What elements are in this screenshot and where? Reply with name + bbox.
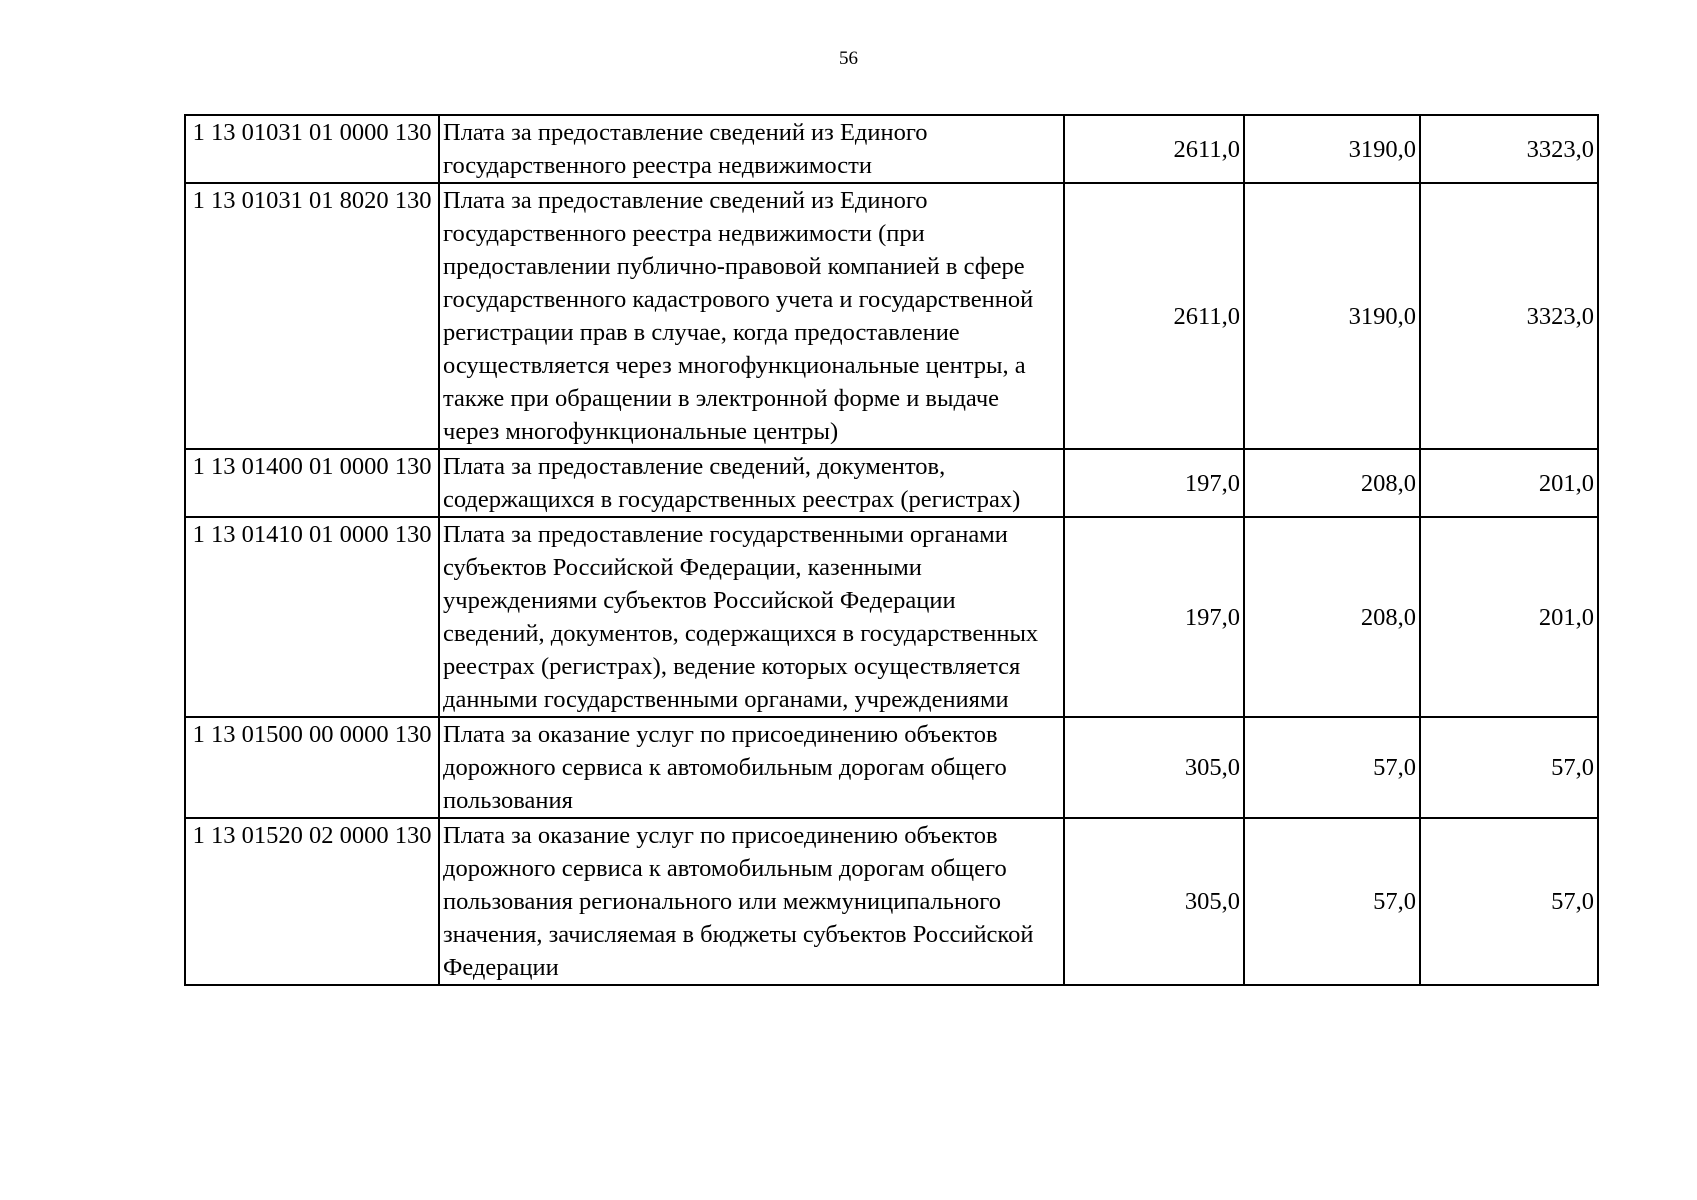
budget-code-cell: 1 13 01400 01 0000 130 — [185, 449, 439, 517]
value-cell-2: 208,0 — [1244, 517, 1420, 717]
budget-code-cell: 1 13 01031 01 8020 130 — [185, 183, 439, 449]
budget-code-cell: 1 13 01520 02 0000 130 — [185, 818, 439, 985]
value-cell-3: 201,0 — [1420, 449, 1598, 517]
value-cell-2: 3190,0 — [1244, 183, 1420, 449]
page-number: 56 — [839, 48, 858, 69]
revenue-table — [184, 114, 1599, 986]
revenue-table-body — [185, 115, 1598, 985]
revenue-name-cell: Плата за предоставление сведений, документов, содержащихся в государственных реестрах (регистрах) — [439, 449, 1064, 517]
value-cell-2: 3190,0 — [1244, 115, 1420, 183]
value-cell-1: 197,0 — [1064, 449, 1244, 517]
revenue-name-cell: Плата за предоставление сведений из Единого государственного реестра недвижимости (при предоставлении публично-правовой компанией в сфере государственного кадастрового учета и государственной регистрации прав в случае, когда предоставление осуществляется через многофункциональные центры, а также при обращении в электронной форме и выдаче через многофункциональные центры) — [439, 183, 1064, 449]
value-cell-3: 201,0 — [1420, 517, 1598, 717]
table-row — [185, 818, 1598, 985]
value-cell-1: 305,0 — [1064, 818, 1244, 985]
value-cell-1: 2611,0 — [1064, 115, 1244, 183]
value-cell-3: 57,0 — [1420, 818, 1598, 985]
revenue-name-cell: Плата за оказание услуг по присоединению объектов дорожного сервиса к автомобильным дорогам общего пользования регионального или межмуниципального значения, зачисляемая в бюджеты субъектов Российской Федерации — [439, 818, 1064, 985]
value-cell-2: 57,0 — [1244, 717, 1420, 818]
value-cell-1: 2611,0 — [1064, 183, 1244, 449]
revenue-name-cell: Плата за оказание услуг по присоединению объектов дорожного сервиса к автомобильным дорогам общего пользования — [439, 717, 1064, 818]
value-cell-3: 57,0 — [1420, 717, 1598, 818]
revenue-name-cell: Плата за предоставление сведений из Единого государственного реестра недвижимости — [439, 115, 1064, 183]
table-row — [185, 115, 1598, 183]
value-cell-3: 3323,0 — [1420, 115, 1598, 183]
table-row — [185, 183, 1598, 449]
value-cell-1: 197,0 — [1064, 517, 1244, 717]
value-cell-2: 208,0 — [1244, 449, 1420, 517]
budget-code-cell: 1 13 01031 01 0000 130 — [185, 115, 439, 183]
budget-code-cell: 1 13 01500 00 0000 130 — [185, 717, 439, 818]
table-row — [185, 517, 1598, 717]
budget-code-cell: 1 13 01410 01 0000 130 — [185, 517, 439, 717]
value-cell-1: 305,0 — [1064, 717, 1244, 818]
table-row — [185, 717, 1598, 818]
value-cell-2: 57,0 — [1244, 818, 1420, 985]
value-cell-3: 3323,0 — [1420, 183, 1598, 449]
table-row — [185, 449, 1598, 517]
revenue-name-cell: Плата за предоставление государственными органами субъектов Российской Федерации, казенными учреждениями субъектов Российской Федерации сведений, документов, содержащихся в государственных реестрах (регистрах), ведение которых осуществляется данными государственными органами, учреждениями — [439, 517, 1064, 717]
